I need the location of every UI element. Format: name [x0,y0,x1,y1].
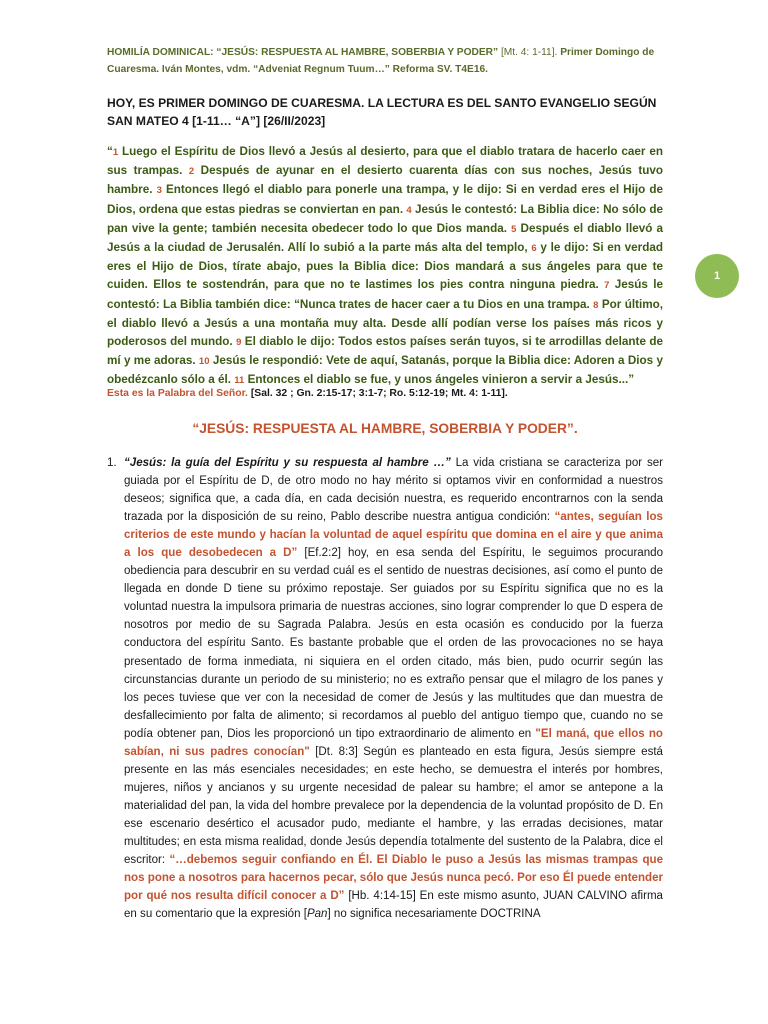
header-subtitle: Primer Domingo de Cuaresma. Iván Montes, vdm. “Adveniat Regnum Tuum…” Reforma SV. T4E16. [107,47,655,75]
verse-number: 3 [156,185,162,197]
reading-open-quote: “ [107,145,113,158]
verse-text: Entonces el diablo se fue, y unos ángeles vinieron a servir a Jesús...” [244,373,635,387]
paragraph-part-4: [Hb. 4:14-15] En este mismo asunto, JUAN CALVINO afirma en su comentario que la expresión [ [124,890,663,921]
verse-text: Luego el Espíritu de Dios llevó a Jesús al desierto, para que el diablo tratara de hacerlo caer en sus trampas. [107,145,663,178]
verse-text: Jesús le contestó: La Biblia dice: No sólo de pan vive la gente; también necesita obedecer todo lo que Dios manda. [107,202,663,235]
quote-deuteronomy: "El maná, que ellos no sabían, ni sus padres conocían" [124,727,663,758]
header-title: HOMILÍA DOMINICAL: “JESÚS: RESPUESTA AL HAMBRE, SOBERBIA Y PODER” [107,47,499,58]
verse-number: 10 [198,356,210,368]
verse-text: Después el diablo llevó a Jesús a la ciudad de Jerusalén. Allí lo subió a la parte más alta del templo, [107,221,663,255]
verse-number: 1 [112,147,119,158]
header-reference: [Mt. 4: 1-11]. [498,47,558,58]
point-number: 1. [107,457,117,469]
gospel-reading [107,143,663,391]
quote-hebrews: “…debemos seguir confiando en Él. El Diablo le puso a Jesús las mismas trampas que nos pone a nosotros para hacernos pecar, sólo que Jesús nunca pecó. Por eso Él puede entender por qué nos resulta difícil conocer a D” [124,854,663,903]
word-of-the-lord-lead: Esta es la Palabra del Señor. [107,388,248,399]
word-pan: Pan [306,908,328,921]
point-text [124,454,663,923]
verse-number: 6 [531,243,537,255]
verse-number: 7 [604,280,610,292]
verse-text: El diablo le dijo: Todos estos países serán tuyos, si te arrodillas delante de mí y me adoras. [107,335,663,368]
sermon-title: “JESÚS: RESPUESTA AL HAMBRE, SOBERBIA Y PODER”. [192,421,578,436]
verse-text: Entonces llegó el diablo para ponerle una trampa, y le dijo: Si en verdad eres el Hijo de Dios, ordena que estas piedras se conviertan en pan. [107,183,663,216]
verse-number: 2 [188,166,195,178]
scripture-references: [Sal. 32 ; Gn. 2:15-17; 3:1-7; Ro. 5:12-19; Mt. 4: 1-11]. [247,388,508,399]
verse-text: Jesús le contestó: La Biblia también dice: “Nunca trates de hacer caer a tu Dios en una trampa. [107,278,663,311]
paragraph-part-1: La vida cristiana se caracteriza por ser guiada por el Espíritu de D, de otro modo no hay mérito si optamos vivir en conformidad a nuestros deseos; significa que, a cada día, en cada decisión nuestra, es requerido encontrarnos con la senda trazada por la disposición de su reino, Pablo describe nuestra antigua condición: [124,457,663,524]
verse-text: Por último, el diablo llevó a Jesús a una montaña muy alta. Desde allí podían verse los países más ricos y poderosos del mundo. [107,297,664,349]
document-header [107,44,663,78]
reading-heading: HOY, ES PRIMER DOMINGO DE CUARESMA. LA LECTURA ES DEL SANTO EVANGELIO SEGÚN SAN MATEO 4 [1-11… “A”] [26/II/2023] [107,96,657,128]
verse-number: 5 [511,223,517,235]
paragraph-part-3: [Dt. 8:3] Según es planteado en esta figura, Jesús siempre está presente en las más esenciales necesidades; en este hecho, se demuestra el interés por hombres, mujeres, niños y ancianos y su urgente necesidad de palear su hambre; el amor se antepone a la materialidad del pan, la vida del hombre prevalece por la dependencia de la voluntad propósito de D. En ese escenario desértico el acusador pudo, mediante el hambre, y las erradas decisiones, matar multitudes; en esta misma realidad, donde Jesús dependía totalmente del sustento de la Palabra, dice el escritor: [124,745,663,867]
verse-number: 11 [234,375,245,387]
verse-number: 4 [406,204,412,216]
page-number-badge: 1 [695,254,739,298]
verse-number: 8 [593,299,599,311]
paragraph-part-5: ] no significa necesariamente DOCTRINA [327,908,541,921]
verse-text: Jesús le respondió: Vete de aquí, Satanás, porque la Biblia dice: Adoren a Dios y obedézcanlo sólo a él. [107,354,663,387]
paragraph-part-2: [Ef.2:2] hoy, en esa senda del Espíritu, le seguimos procurando obediencia para descubrir en su verdad cuál es el sentido de nuestras decisiones, así como el punto de llegada en donde D tiene su próximo repostaje. Ser guiados por su Espíritu significa que no es la voluntad nuestra la impulsora primaria de nuestras acciones, sino lograr comprender lo que D espera de nosotros por medio de su Sagrada Palabra. Jesús en esta ocasión es conducido por la fuerza conductora del espíritu Santo. Es bastante probable que el orden de las provocaciones no se haya presentado de forma inmediata, ni siquiera en el orden citado, más bien, pudo ocurrir según las circunstancias durante un periodo de su ministerio; no es extraño pensar que el milagro de los panes y los peces tuviese que ver con la necesidad de comer de Jesús y las multitudes que dan muestra de desfallecimiento por falta de alimento; si recordamos al pueblo del antiguo tiempo que, cuando no se podía obtener pan, Dios les proporcionó un tipo extraordinario de alimento en [124,547,663,740]
verse-number: 9 [236,337,242,349]
point-heading: “Jesús: la guía del Espíritu y su respuesta al hambre …” [124,457,451,469]
word-of-the-lord [107,386,663,402]
sermon-point-1 [107,454,663,923]
verse-text: y le dijo: Si en verdad eres el Hijo de Dios, tírate abajo, pues la Biblia dice: Dios mandará a sus ángeles para que te cuiden. Ellos te sostendrán, para que no te lastimes los pies contra ninguna piedra. [107,241,663,292]
quote-ephesians: “antes, seguían los criterios de este mundo y hacían la voluntad de aquel espíritu que domina en el aire y que anima a los que desobedecen a D” [124,511,663,560]
verse-text: Después de ayunar en el desierto cuarenta días con sus noches, Jesús tuvo hambre. [107,164,664,197]
